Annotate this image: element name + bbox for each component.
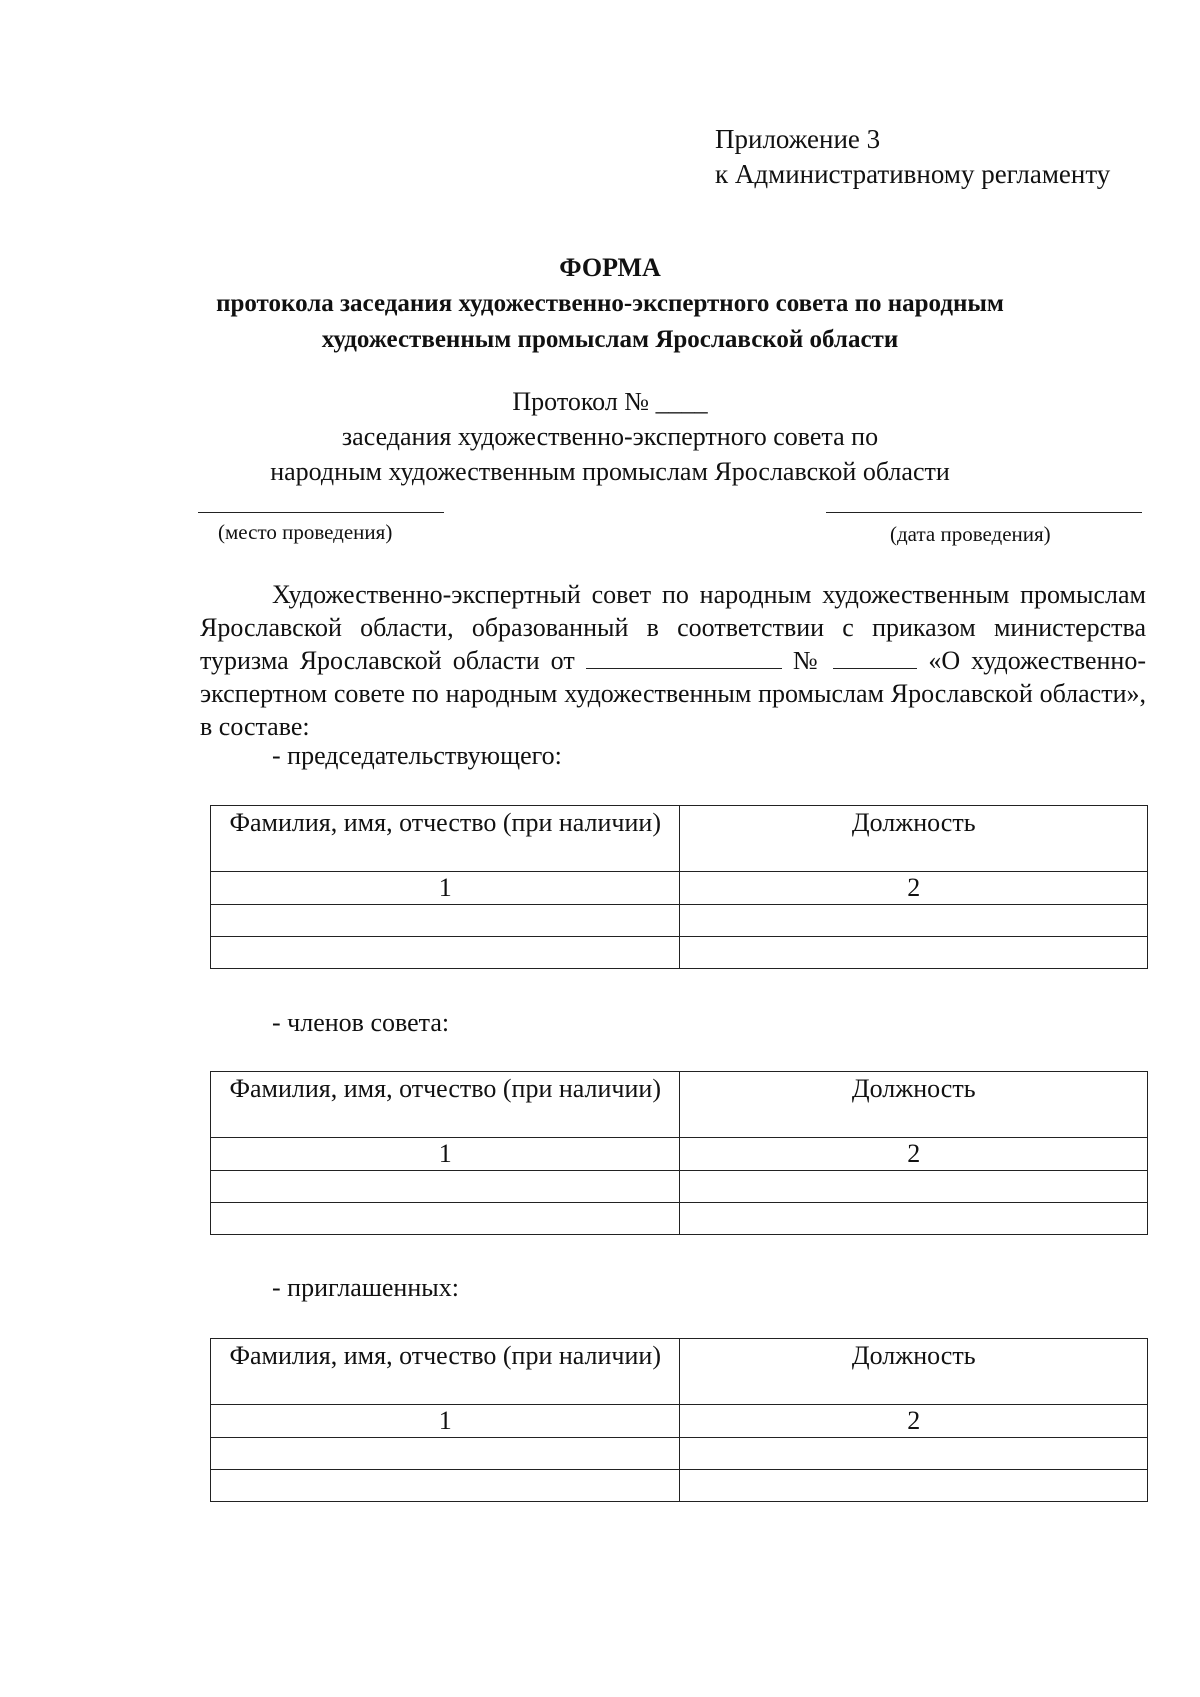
section-label-chair: - председательствующего: [272,741,562,770]
table-row [211,937,1148,969]
members-table [210,1071,1148,1235]
table-header-row [211,806,1148,872]
column-header-name: Фамилия, имя, отчество (при наличии) [211,1072,680,1138]
chair-table [210,805,1148,969]
table-cell-name[interactable] [211,1203,680,1235]
table-number-row [211,1138,1148,1171]
section-label-invited: - приглашенных: [272,1273,459,1302]
date-caption: (дата проведения) [890,522,1051,546]
section-label-members: - членов совета: [272,1008,450,1037]
date-blank-line [826,512,1142,513]
place-blank-line [198,512,444,513]
table-number-row [211,872,1148,905]
table-cell-position[interactable] [680,1470,1148,1502]
table-cell-name[interactable] [211,1470,680,1502]
table-row [211,1438,1148,1470]
column-number-2: 2 [680,872,1148,905]
column-header-position: Должность [680,806,1148,872]
column-number-2: 2 [680,1138,1148,1171]
protocol-number-line: Протокол № ____ [512,387,708,416]
column-header-position: Должность [680,1072,1148,1138]
column-header-position: Должность [680,1339,1148,1405]
body-text-part-2: «О художественно-экспертном совете по народным художественным промыслам Ярославской области», в составе: [200,646,1146,741]
table-row [211,1203,1148,1235]
table-cell-position[interactable] [680,905,1148,937]
order-date-blank [586,646,782,669]
table-cell-position[interactable] [680,1438,1148,1470]
column-header-name: Фамилия, имя, отчество (при наличии) [211,1339,680,1405]
column-number-1: 1 [211,1138,680,1171]
protocol-heading [180,384,1040,489]
appendix-line-2: к Административному регламенту [715,159,1111,189]
form-subtitle-line-1: протокола заседания художественно-экспертного совета по народным [216,290,1004,317]
table-row [211,1470,1148,1502]
order-number-blank [833,646,917,669]
table-cell-name[interactable] [211,937,680,969]
table-header-row [211,1339,1148,1405]
table-cell-position[interactable] [680,937,1148,969]
table-cell-position[interactable] [680,1203,1148,1235]
table-cell-name[interactable] [211,905,680,937]
body-paragraph [200,578,1146,743]
form-title: ФОРМА [559,253,661,282]
table-row [211,905,1148,937]
table-number-row [211,1405,1148,1438]
protocol-heading-line-3: народным художественным промыслам Ярославской области [270,457,950,486]
column-number-1: 1 [211,1405,680,1438]
table-row [211,1171,1148,1203]
appendix-line-1: Приложение 3 [715,124,881,154]
column-header-name: Фамилия, имя, отчество (при наличии) [211,806,680,872]
appendix-note [715,122,1110,192]
protocol-heading-line-2: заседания художественно-экспертного совета по [341,422,879,451]
form-heading [180,250,1040,358]
column-number-2: 2 [680,1405,1148,1438]
body-text-part-1: Художественно-экспертный совет по народным художественным промыслам Ярославской области, образованный в соответствии с приказом министерства туризма Ярославской области от [200,580,1146,675]
table-header-row [211,1072,1148,1138]
invited-table [210,1338,1148,1502]
place-caption: (место проведения) [218,520,393,544]
column-number-1: 1 [211,872,680,905]
form-subtitle-line-2: художественным промыслам Ярославской области [321,326,899,353]
table-cell-name[interactable] [211,1438,680,1470]
body-number-sign: № [792,646,823,675]
table-cell-name[interactable] [211,1171,680,1203]
table-cell-position[interactable] [680,1171,1148,1203]
